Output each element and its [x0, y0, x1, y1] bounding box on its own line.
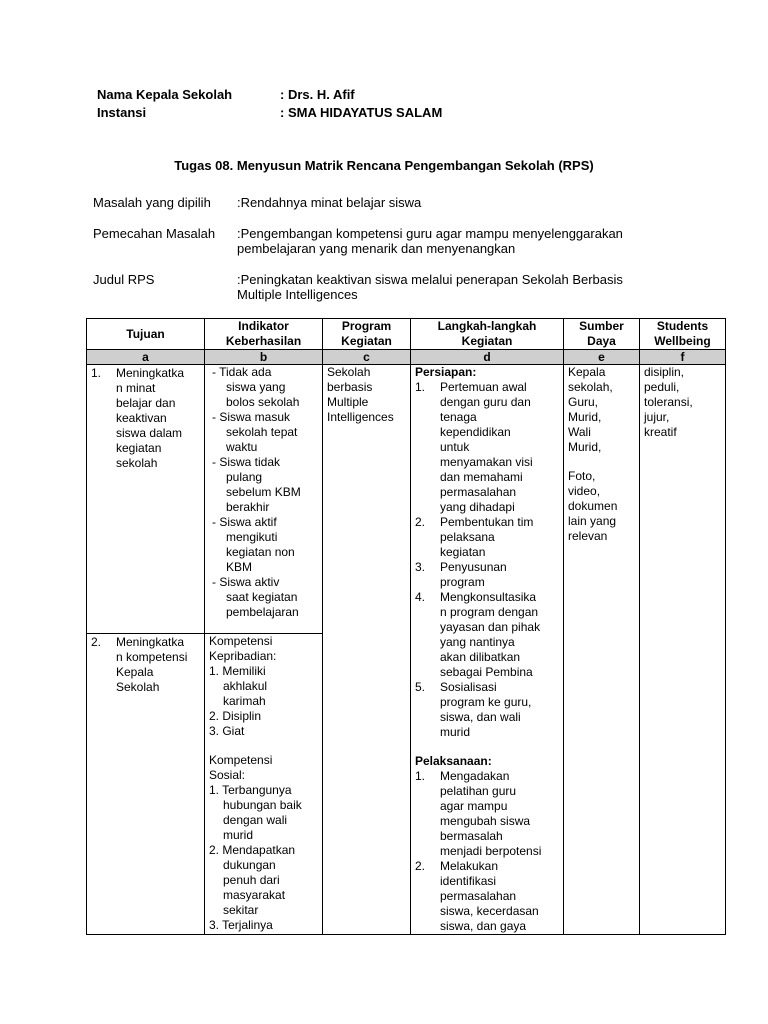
list-item: sekolah tepat — [226, 425, 298, 439]
program-list — [323, 365, 410, 425]
table-letter-row — [87, 350, 726, 365]
list-item: berbasis — [327, 380, 373, 394]
list-item: 2. Meningkatka — [91, 634, 185, 649]
list-item: 1. Meningkatka — [91, 366, 185, 380]
institution-label: Instansi — [97, 105, 147, 120]
list-item: menyamakan visi — [440, 455, 533, 469]
letter-c: c — [323, 350, 411, 365]
list-item: menjadi berpotensi — [440, 844, 542, 858]
list-item: pelaksana — [440, 530, 495, 544]
list-item: murid — [440, 725, 471, 739]
indikator-cell-2 — [205, 633, 323, 934]
institution-value: : SMA HIDAYATUS SALAM — [280, 105, 443, 120]
list-item: - Siswa aktiv — [212, 575, 280, 589]
header-indikator: Indikator Keberhasilan — [205, 319, 323, 350]
problem-label: Masalah yang dipilih — [93, 195, 211, 210]
list-item: Sekolah — [116, 679, 160, 694]
list-item: sekolah — [116, 456, 158, 470]
list-item: masyarakat — [223, 887, 286, 902]
list-item: Guru, — [568, 395, 599, 409]
list-item: 2. Melakukan — [415, 859, 499, 873]
list-item: 1. Memiliki — [209, 663, 266, 678]
list-item: mengikuti — [226, 530, 278, 544]
list-item: 2. Mendapatkan — [209, 842, 296, 857]
wellbeing-cell — [640, 365, 726, 935]
list-item: Murid, — [568, 440, 602, 454]
list-item: toleransi, — [644, 395, 693, 409]
list-item: disiplin, — [644, 365, 685, 379]
list-item: Wali — [568, 425, 591, 439]
langkah-list — [411, 365, 563, 934]
letter-f: f — [640, 350, 726, 365]
list-item: siswa, dan gaya — [440, 919, 527, 933]
list-item: keaktivan — [116, 411, 167, 425]
list-item: penuh dari — [223, 872, 280, 887]
indikator-list-1 — [205, 365, 322, 620]
list-item: relevan — [568, 529, 608, 543]
list-item: 4. Mengkonsultasika — [415, 590, 537, 604]
header-program: Program Kegiatan — [323, 319, 411, 350]
list-item — [568, 455, 636, 469]
list-item: 1. Pertemuan awal — [415, 380, 527, 394]
list-item: dengan wali — [223, 812, 288, 827]
list-item: sekolah, — [568, 380, 613, 394]
indikator-cell-1 — [205, 365, 323, 634]
list-item: waktu — [226, 440, 258, 454]
list-item: program — [440, 575, 485, 589]
letter-a: a — [87, 350, 205, 365]
list-item: permasalahan — [440, 485, 517, 499]
list-item: bolos sekolah — [226, 395, 300, 409]
principal-name-label: Nama Kepala Sekolah — [97, 87, 233, 102]
letter-e: e — [564, 350, 640, 365]
list-item: Murid, — [568, 410, 602, 424]
list-item: siswa, dan wali — [440, 710, 521, 724]
list-item: untuk — [440, 440, 470, 454]
letter-b: b — [205, 350, 323, 365]
header-tujuan: Tujuan — [87, 319, 205, 350]
rps-matrix-table — [86, 318, 726, 935]
rps-title-value: :Peningkatan keaktivan siswa melalui penerapan Sekolah Berbasis Multiple Intelligences — [237, 272, 623, 302]
list-item: kegiatan — [116, 441, 162, 455]
list-item: Kepala — [116, 664, 154, 679]
document-title: Tugas 08. Menyusun Matrik Rencana Pengembangan Sekolah (RPS) — [174, 158, 594, 173]
list-item: jujur, — [644, 410, 670, 424]
list-item: dan memahami — [440, 470, 523, 484]
list-item: Kompetensi — [209, 633, 273, 648]
solution-value: :Pengembangan kompetensi guru agar mampu menyelenggarakan pembelajaran yang menarik dan menyenangkan — [237, 226, 623, 256]
list-item: lain yang — [568, 514, 617, 528]
list-item: Kepala — [568, 365, 606, 379]
list-item: yayasan dan pihak — [440, 620, 541, 634]
list-item: dokumen — [568, 499, 618, 513]
list-item: 1. Terbangunya — [209, 782, 292, 797]
list-item: yang dihadapi — [440, 500, 515, 514]
list-item: bermasalah — [440, 829, 503, 843]
list-item — [415, 740, 560, 754]
list-item: 3. Terjalinya — [209, 917, 273, 932]
list-item: murid — [223, 827, 254, 842]
problem-value: :Rendahnya minat belajar siswa — [237, 195, 422, 210]
list-item: permasalahan — [440, 889, 517, 903]
tujuan-cell-1 — [87, 365, 205, 634]
wellbeing-list — [640, 365, 725, 440]
list-item: peduli, — [644, 380, 680, 394]
list-item: dukungan — [223, 857, 276, 872]
list-item: n program dengan — [440, 605, 539, 619]
list-item: belajar dan — [116, 396, 176, 410]
list-item: - Tidak ada — [212, 365, 272, 379]
tujuan-list-2 — [87, 634, 204, 695]
header-langkah: Langkah-langkah Kegiatan — [411, 319, 564, 350]
program-cell — [323, 365, 411, 935]
list-item: siswa yang — [226, 380, 286, 394]
table-row — [87, 365, 726, 634]
list-item: video, — [568, 484, 601, 498]
list-item: yang nantinya — [440, 635, 515, 649]
rps-title-label: Judul RPS — [93, 272, 155, 287]
list-item: kreatif — [644, 425, 677, 439]
list-item: Sekolah — [327, 365, 371, 379]
list-item: berakhir — [226, 500, 270, 514]
list-item: kegiatan non — [226, 545, 295, 559]
list-item: Sosial: — [209, 767, 246, 782]
list-item: hubungan baik — [223, 797, 302, 812]
list-item: sebelum KBM — [226, 485, 301, 499]
list-item: 1. Mengadakan — [415, 769, 510, 783]
list-item: - Siswa aktif — [212, 515, 277, 529]
header-wellbeing: Students Wellbeing — [640, 319, 726, 350]
tujuan-cell-2 — [87, 633, 205, 934]
list-item: kegiatan — [440, 545, 486, 559]
solution-label: Pemecahan Masalah — [93, 226, 216, 241]
list-item: pembelajaran — [226, 605, 299, 619]
list-item: 5. Sosialisasi — [415, 680, 497, 694]
sumber-cell — [564, 365, 640, 935]
sumber-list — [564, 365, 639, 544]
list-item: kependidikan — [440, 425, 511, 439]
list-item: n kompetensi — [116, 649, 188, 664]
list-item: akan dilibatkan — [440, 650, 521, 664]
header-sumber: Sumber Daya — [564, 319, 640, 350]
list-item: - Siswa tidak — [212, 455, 281, 469]
list-item: agar mampu — [440, 799, 508, 813]
list-item — [209, 739, 319, 753]
list-item: akhlakul — [223, 678, 268, 693]
list-item: KBM — [226, 560, 253, 574]
list-item: n minat — [116, 381, 156, 395]
list-item: Multiple — [327, 395, 369, 409]
list-item: saat kegiatan — [226, 590, 298, 604]
list-item: sebagai Pembina — [440, 665, 533, 679]
list-item: identifikasi — [440, 874, 497, 888]
principal-name-value: : Drs. H. Afif — [280, 87, 355, 102]
indikator-list-2 — [205, 634, 322, 933]
list-item: Intelligences — [327, 410, 394, 424]
list-item: siswa, kecerdasan — [440, 904, 539, 918]
tujuan-list-1 — [87, 365, 204, 471]
list-item: pulang — [226, 470, 263, 484]
list-item: Persiapan: — [415, 365, 477, 379]
list-item: sekitar — [223, 902, 259, 917]
list-item: 3. Penyusunan — [415, 560, 507, 574]
letter-d: d — [411, 350, 564, 365]
list-item: pelatihan guru — [440, 784, 517, 798]
table-header-row — [87, 319, 726, 350]
list-item: 3. Giat — [209, 723, 245, 738]
list-item: Foto, — [568, 469, 596, 483]
list-item: karimah — [223, 693, 266, 708]
list-item: dengan guru dan — [440, 395, 531, 409]
list-item: siswa dalam — [116, 426, 183, 440]
list-item: 2. Disiplin — [209, 708, 262, 723]
list-item: program ke guru, — [440, 695, 532, 709]
list-item: tenaga — [440, 410, 477, 424]
list-item: Kompetensi — [209, 752, 273, 767]
langkah-cell — [411, 365, 564, 935]
list-item: mengubah siswa — [440, 814, 531, 828]
list-item: - Siswa masuk — [212, 410, 291, 424]
list-item: Kepribadian: — [209, 648, 277, 663]
list-item: Pelaksanaan: — [415, 754, 492, 768]
list-item: 2. Pembentukan tim — [415, 515, 534, 529]
